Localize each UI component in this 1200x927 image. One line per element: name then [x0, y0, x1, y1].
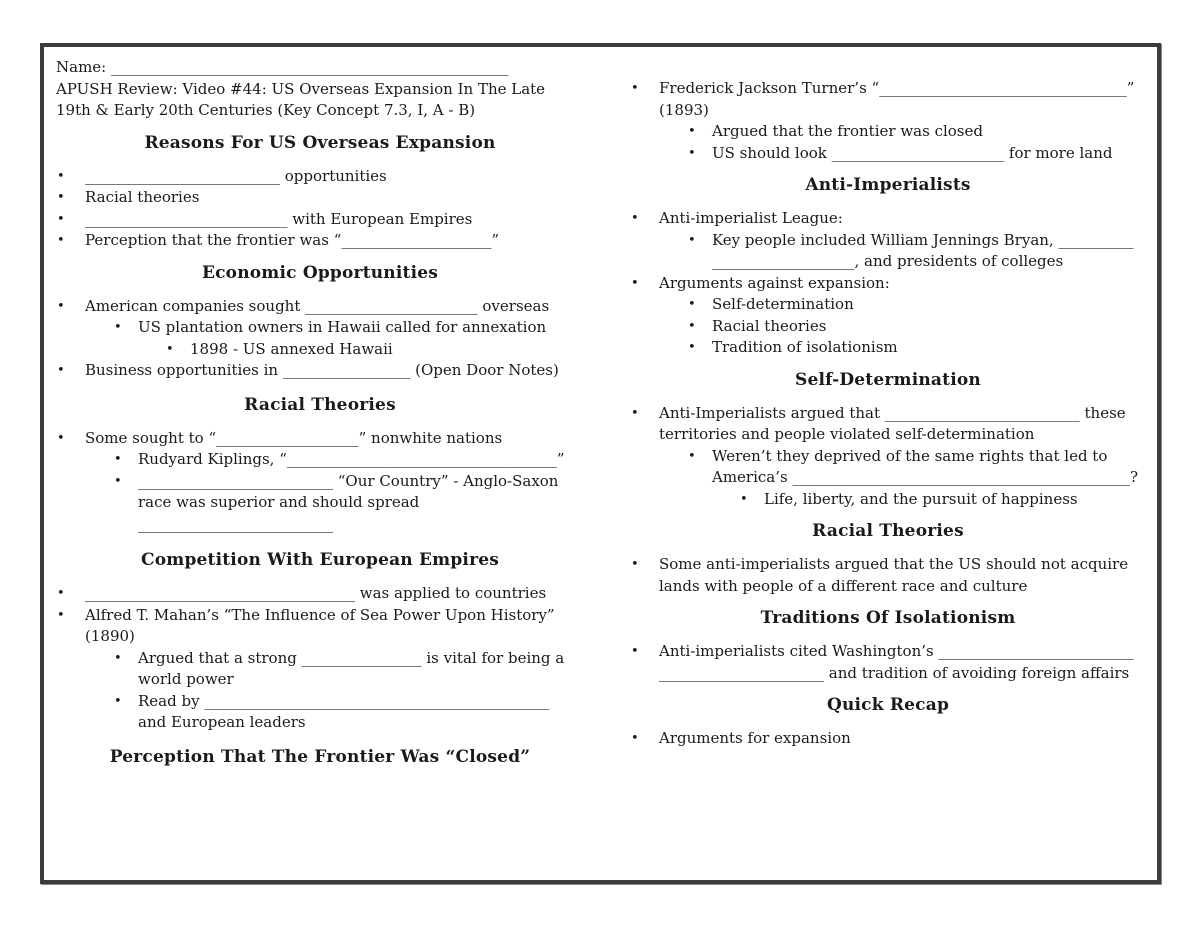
bullet-icon: • — [114, 650, 122, 666]
list-item: • ____________________________________ was applied to countries — [56, 583, 584, 605]
list-item: • Racial theories — [56, 187, 584, 209]
list-item: • Self-determination — [688, 294, 1146, 316]
bullet-icon: • — [631, 644, 639, 659]
list-item: • Business opportunities in _________________ (Open Door Notes) — [56, 360, 584, 382]
list-item: • Some sought to “___________________” nonwhite nations • Rudyard Kiplings, “____________________________________” • __________________________ “Our Country” - Anglo-Saxon race was superior and should spread __________________________ — [56, 428, 584, 536]
bullet-icon: • — [688, 448, 696, 464]
list-item: • Racial theories — [688, 316, 1146, 338]
bullet-icon: • — [688, 145, 696, 161]
title-line-1: APUSH Review: Video #44: US Overseas Expansion In The Late — [56, 79, 546, 98]
bullet-icon: • — [631, 81, 639, 96]
list-item: • Frederick Jackson Turner’s “_________________________________” (1893) • Argued that the frontier was closed • US should look _______________________ for more land — [630, 78, 1146, 164]
bullet-icon: • — [631, 275, 639, 291]
heading-competition: Competition With European Empires — [140, 550, 500, 570]
list-item: • ___________________________ with European Empires — [56, 209, 584, 231]
bullet-icon: • — [57, 298, 65, 314]
heading-frontier: Perception That The Frontier Was “Closed” — [109, 746, 531, 767]
reasons-list — [56, 166, 584, 252]
bullet-icon: • — [114, 693, 122, 709]
list-item: • Anti-imperialists cited Washington’s __________________________ ______________________ and tradition of avoiding foreign affairs — [631, 642, 1134, 682]
list-item: • 1898 - US annexed Hawaii — [166, 339, 584, 361]
worksheet-frame — [40, 43, 1161, 884]
list-item: • __________________________ opportunities — [56, 166, 584, 188]
isolation-list — [630, 641, 1146, 684]
list-item: • Key people included William Jennings Bryan, __________ ___________________, and presidents of colleges — [688, 230, 1134, 270]
bullet-icon: • — [688, 124, 696, 139]
bullet-icon: • — [631, 211, 639, 226]
bullet-icon: • — [166, 341, 174, 357]
bullet-icon: • — [688, 340, 696, 355]
racial-right-list — [630, 554, 1146, 597]
list-item: • Anti-Imperialists argued that __________________________ these territories and people violated self-determination • Weren’t they deprived of the same rights that led to America’s _____________________________________________? • Life, liberty, and the pursuit of happiness — [630, 403, 1146, 511]
bullet-icon: • — [57, 363, 65, 378]
right-column — [630, 57, 1146, 750]
list-item: • __________________________ “Our Country” - Anglo-Saxon race was superior and should spread __________________________ — [114, 471, 559, 533]
list-item: • US should look _______________________ for more land — [688, 143, 1146, 165]
heading-anti-imperialists: Anti-Imperialists — [805, 175, 971, 195]
recap-list — [630, 728, 1146, 750]
heading-self-determination: Self-Determination — [795, 369, 981, 390]
list-item: • Argued that the frontier was closed — [688, 121, 1146, 143]
bullet-icon: • — [688, 232, 696, 248]
list-item: • Anti-imperialist League: • Key people included William Jennings Bryan, __________ ___________________, and presidents of colleges — [630, 208, 1146, 273]
bullet-icon: • — [631, 731, 639, 746]
selfdet-list — [630, 403, 1146, 511]
heading-economic: Economic Opportunities — [201, 262, 439, 283]
bullet-icon: • — [57, 607, 65, 623]
bullet-icon: • — [688, 318, 696, 334]
bullet-icon: • — [688, 297, 696, 312]
bullet-icon: • — [631, 405, 639, 421]
heading-quick-recap: Quick Recap — [826, 695, 950, 715]
bullet-icon: • — [114, 320, 122, 335]
list-item: • Life, liberty, and the pursuit of happiness — [740, 489, 1146, 511]
title-line-2: 19th & Early 20th Centuries (Key Concept 7.3, I, A - B) — [56, 101, 476, 119]
bullet-icon: • — [114, 473, 122, 489]
bullet-icon: • — [57, 586, 65, 601]
bullet-icon: • — [114, 452, 122, 467]
heading-reasons: Reasons For US Overseas Expansion — [144, 132, 496, 153]
name-line: Name: _____________________________________________________ — [56, 58, 509, 76]
bullet-icon: • — [57, 430, 65, 446]
list-item: • Rudyard Kiplings, “____________________________________” — [114, 449, 584, 471]
economic-list — [56, 296, 584, 382]
list-item: • Weren’t they deprived of the same rights that led to America’s _____________________________________________? • Life, liberty, and the pursuit of happiness — [688, 446, 1146, 511]
bullet-icon: • — [57, 211, 65, 227]
bullet-icon: • — [740, 491, 748, 507]
list-item: • Argued that a strong ________________ is vital for being a world power — [114, 648, 565, 688]
bullet-icon: • — [57, 190, 65, 205]
list-item: • Alfred T. Mahan’s “The Influence of Sea Power Upon History” (1890) • Argued that a strong ________________ is vital for being a world power • Read by ______________________________________________ and European leaders — [56, 605, 584, 734]
list-item: • Read by ______________________________________________ and European leaders — [114, 691, 550, 731]
racial-list — [56, 428, 584, 536]
list-item: • Perception that the frontier was “____________________” — [56, 230, 584, 252]
bullet-icon: • — [57, 168, 65, 184]
anti-list — [630, 208, 1146, 359]
heading-racial-theories-right: Racial Theories — [812, 521, 964, 541]
bullet-icon: • — [57, 233, 65, 248]
list-item: • US plantation owners in Hawaii called for annexation • 1898 - US annexed Hawaii — [114, 317, 584, 360]
bullet-icon: • — [631, 557, 639, 572]
heading-racial-theories: Racial Theories — [244, 394, 396, 415]
list-item: • Arguments against expansion: • Self-determination • Racial theories • Tradition of isolationism — [630, 273, 1146, 359]
list-item: • American companies sought _______________________ overseas • US plantation owners in Hawaii called for annexation • 1898 - US annexed Hawaii — [56, 296, 584, 361]
heading-isolationism: Traditions Of Isolationism — [760, 608, 1016, 628]
left-column — [56, 57, 584, 780]
list-item: • Arguments for expansion — [630, 728, 1146, 750]
competition-list — [56, 583, 584, 734]
list-item: • Tradition of isolationism — [688, 337, 1146, 359]
list-item: • Some anti-imperialists argued that the US should not acquire lands with people of a different race and culture — [631, 555, 1129, 595]
turner-list — [630, 78, 1146, 164]
